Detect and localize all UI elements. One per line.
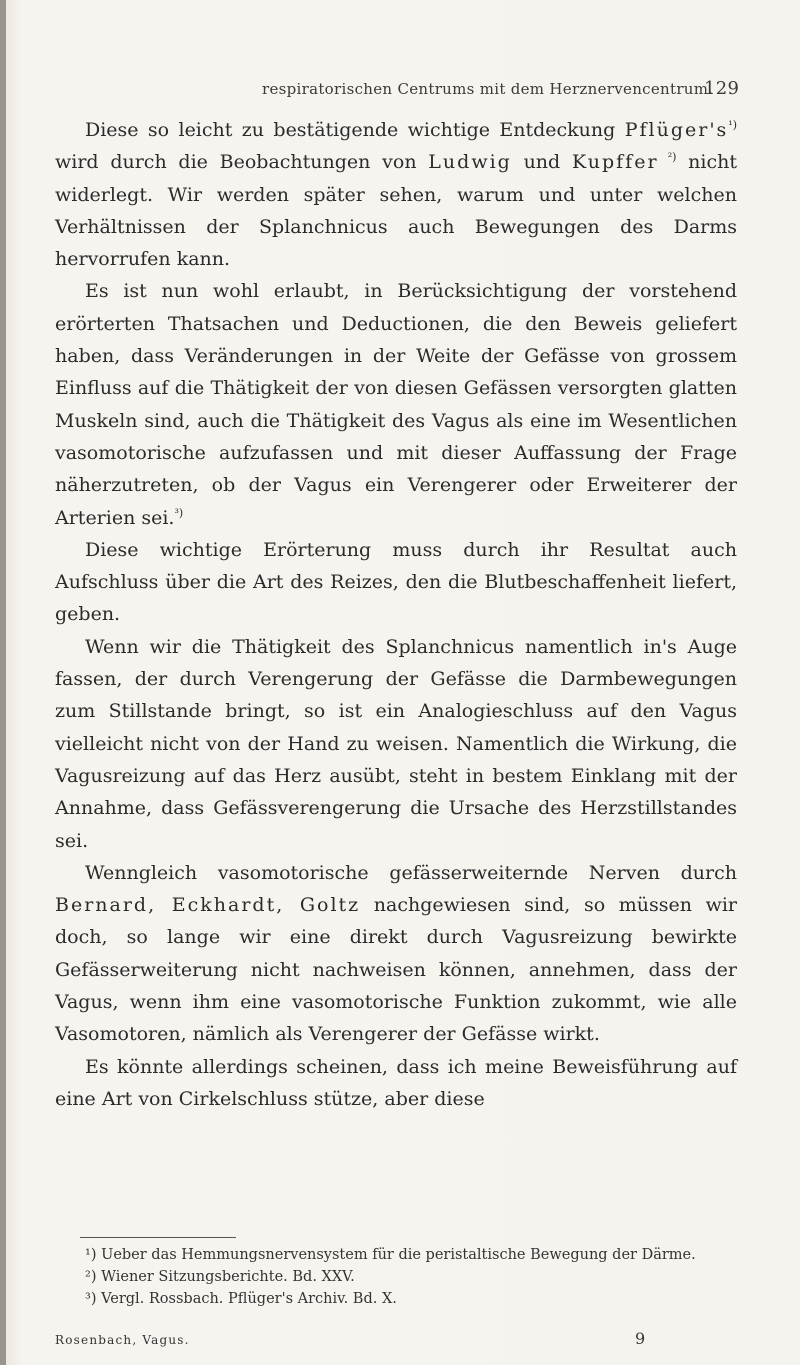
footnote bbox=[55, 1244, 737, 1266]
paragraph bbox=[55, 275, 737, 533]
paragraph bbox=[55, 1051, 737, 1116]
footnote-text: Ueber das Hemmungsnervensystem für die peristaltische Bewegung der Därme. bbox=[96, 1247, 696, 1263]
binding-edge bbox=[0, 0, 6, 1365]
text-run: und bbox=[511, 151, 572, 174]
footnotes bbox=[55, 1244, 737, 1310]
paragraph bbox=[55, 114, 737, 275]
footnote-marker: ²) bbox=[85, 1269, 97, 1285]
paragraph bbox=[55, 857, 737, 1051]
footnote-marker: ¹) bbox=[85, 1247, 97, 1263]
signature-line bbox=[55, 1329, 737, 1348]
text-run: Wenn wir die Thätigkeit des Splanchnicus namentlich in's Auge fassen, der durch Verengerung der Gefässe die Darmbewegungen zum Stillstande bringt, so ist ein Analogieschluss auf den Vagus vielleicht nicht von der Hand zu weisen. Namentlich die Wirkung, die Vagusreizung auf das Herz ausübt, steht in bestem Einklang mit der Annahme, dass Gefässverengerung die Ursache des Herzstillstandes sei. bbox=[55, 635, 737, 852]
text-run: Es ist nun wohl erlaubt, in Berücksichtigung der vorstehend erörterten Thatsachen und Deductionen, die den Beweis geliefert haben, dass Veränderungen in der Weite der Gefässe von grossem Einfluss auf die Thätigkeit der von diesen Gefässen versorgten glatten Muskeln sind, auch die Thätigkeit des Vagus als eine im Wesentlichen vasomotorische aufzufassen und mit dieser Auffassung der Frage näherzutreten, ob der Vagus ein Verengerer oder Erweiterer der Arterien sei. bbox=[55, 280, 737, 529]
footnote bbox=[55, 1288, 737, 1310]
author-name: Kupffer bbox=[571, 151, 659, 174]
footnote-rule bbox=[80, 1237, 236, 1238]
paragraph bbox=[55, 534, 737, 631]
author-name: Pflüger's bbox=[624, 119, 729, 141]
text-run: nachgewiesen sind, so müssen wir doch, so lange wir eine direkt durch Vagusreizung bewirkte Gefässerweiterung nicht nachweisen können, annehmen, dass der Vagus, wenn ihm eine vasomotorische Funktion zukommt, wie alle Vasomotoren, nämlich als Verengerer der Gefässe wirkt. bbox=[55, 894, 737, 1046]
footnote-text: Wiener Sitzungsberichte. Bd. XXV. bbox=[96, 1269, 355, 1285]
body-text bbox=[55, 114, 737, 1115]
text-run: Diese so leicht zu bestätigende wichtige Entdeckung bbox=[85, 119, 625, 141]
footnote-marker: ³) bbox=[85, 1291, 97, 1307]
author-name: Bernard, Eckhardt, Goltz bbox=[55, 894, 361, 917]
footnote-ref: ²) bbox=[658, 150, 677, 164]
text-run: Es könnte allerdings scheinen, dass ich meine Beweisführung auf eine Art von Cirkelschluss stütze, aber diese bbox=[55, 1055, 737, 1110]
paragraph bbox=[55, 631, 737, 857]
footnote-text: Vergl. Rossbach. Pflüger's Archiv. Bd. X. bbox=[96, 1291, 397, 1307]
footnote-ref: ¹) bbox=[728, 118, 737, 132]
text-run: Diese wichtige Erörterung muss durch ihr Resultat auch Aufschluss über die Art des Reizes, den die Blutbeschaffenheit liefert, geben. bbox=[55, 538, 737, 626]
text-run: Wenngleich vasomotorische gefässerweiternde Nerven durch bbox=[85, 861, 737, 884]
text-run: nicht widerlegt. Wir werden später sehen, warum und unter welchen Verhältnissen der Splanchnicus auch Bewegungen des Darms hervorrufen kann. bbox=[55, 151, 738, 271]
sheet-number: 9 bbox=[635, 1329, 646, 1348]
footnote bbox=[55, 1266, 737, 1288]
signature-mark: Rosenbach, Vagus. bbox=[55, 1333, 190, 1347]
footnote-ref: ³) bbox=[174, 506, 184, 520]
running-title: respiratorischen Centrums mit dem Herznervencentrum. bbox=[262, 80, 714, 98]
text-run: wird durch die Beobachtungen von bbox=[55, 151, 429, 174]
author-name: Ludwig bbox=[428, 151, 512, 174]
page-number: 129 bbox=[704, 78, 740, 99]
running-header bbox=[262, 78, 740, 99]
